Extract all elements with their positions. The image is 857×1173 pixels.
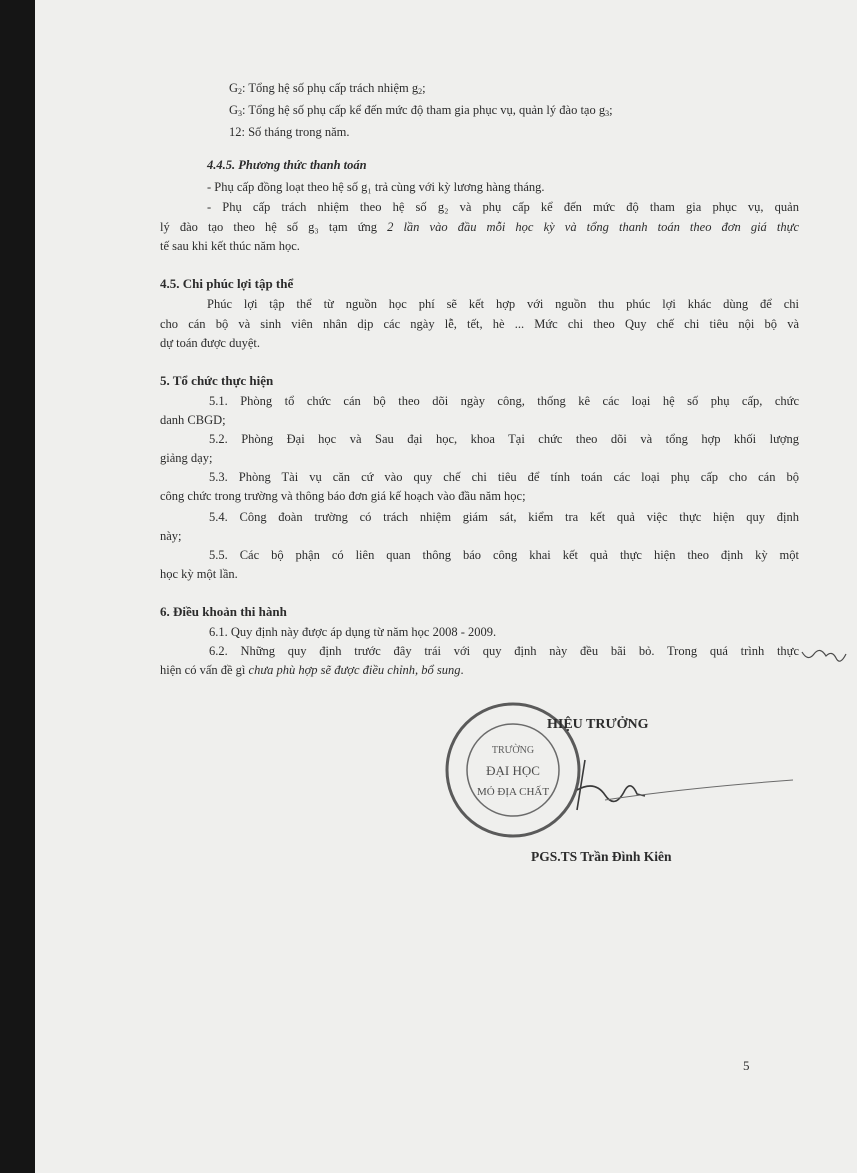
item-5-1: 5.1. Phòng tổ chức cán bộ theo dõi ngày công, thống kê các loại hệ số phụ cấp, chức: [209, 394, 799, 408]
def-months: 12: Số tháng trong năm.: [229, 125, 350, 139]
sec45-line3: dự toán được duyệt.: [160, 336, 260, 350]
item-6-2: 6.2. Những quy định trước đây trái với quy định này đều bãi bỏ. Trong quá trình thực: [209, 644, 799, 658]
item-5-2: 5.2. Phòng Đại học và Sau đại học, khoa Tại chức theo dõi và tổng hợp khối lượng: [209, 432, 799, 446]
def-g2: $G_2$: Tổng hệ số phụ cấp trách nhiệm $g_2$;: [229, 81, 426, 96]
seal-text-line2: ĐẠI HỌC: [486, 763, 540, 778]
seal-text-line3: MỎ ĐỊA CHẤT: [476, 786, 550, 798]
sec445-line2: - Phụ cấp trách nhiệm theo hệ số g₂ và phụ cấp kể đến mức độ tham gia phục vụ, quản: [207, 200, 799, 214]
margin-initials: [800, 640, 850, 670]
sec445-line1: - Phụ cấp đồng loạt theo hệ số g₁ trả cùng với kỳ lương hàng tháng.: [207, 180, 545, 194]
item-5-4: 5.4. Công đoàn trường có trách nhiệm giám sát, kiểm tra kết quả việc thực hiện quy định: [209, 510, 799, 524]
def-g3: $G_3$: Tổng hệ số phụ cấp kể đến mức độ tham gia phục vụ, quản lý đào tạo $g_3$;: [229, 103, 613, 118]
item-5-3-cont: công chức trong trường và thông báo đơn giá kế hoạch vào đầu năm học;: [160, 489, 526, 503]
item-5-4-cont: này;: [160, 529, 182, 543]
sec45-line2: cho cán bộ và sinh viên nhân dịp các ngày lễ, tết, hè ... Mức chi theo Quy chế chi tiêu nội bộ và: [160, 317, 799, 331]
sec445-line4: tế sau khi kết thúc năm học.: [160, 239, 300, 253]
item-5-5-cont: học kỳ một lần.: [160, 567, 238, 581]
seal-text-line1: TRƯỜNG: [491, 745, 535, 756]
item-5-3: 5.3. Phòng Tài vụ căn cứ vào quy chế chi tiêu để tính toán các loại phụ cấp cho cán bộ: [209, 470, 799, 484]
item-6-1: 6.1. Quy định này được áp dụng từ năm học 2008 - 2009.: [209, 625, 497, 639]
handwritten-signature: [565, 750, 795, 820]
document-page: [35, 0, 857, 1173]
signature-title: HIỆU TRƯỞNG: [547, 717, 649, 732]
sec45-line1: Phúc lợi tập thể từ nguồn học phí sẽ kết hợp với nguồn thu phúc lợi khác dùng để chi: [207, 297, 799, 311]
heading-6: 6. Điều khoản thi hành: [160, 604, 287, 619]
sec445-line3: lý đào tạo theo hệ số g₃ tạm ứng 2 lần vào đầu mỗi học kỳ và tổng thanh toán theo đơn giá thực: [160, 220, 800, 234]
scan-dark-edge: [0, 0, 35, 1173]
heading-45: 4.5. Chi phúc lợi tập thể: [160, 276, 294, 291]
item-5-2-cont: giảng dạy;: [160, 451, 213, 465]
page-number: 5: [743, 1058, 750, 1073]
heading-445: 4.4.5. Phương thức thanh toán: [207, 158, 367, 172]
item-6-2-cont: hiện có vấn đề gì chưa phù hợp sẽ được điều chỉnh, bổ sung.: [160, 663, 464, 677]
item-5-1-cont: danh CBGD;: [160, 413, 226, 427]
item-5-5: 5.5. Các bộ phận có liên quan thông báo công khai kết quả thực hiện theo định kỳ một: [209, 548, 799, 562]
heading-5: 5. Tổ chức thực hiện: [160, 373, 274, 388]
signer-name: PGS.TS Trần Đình Kiên: [531, 849, 672, 864]
